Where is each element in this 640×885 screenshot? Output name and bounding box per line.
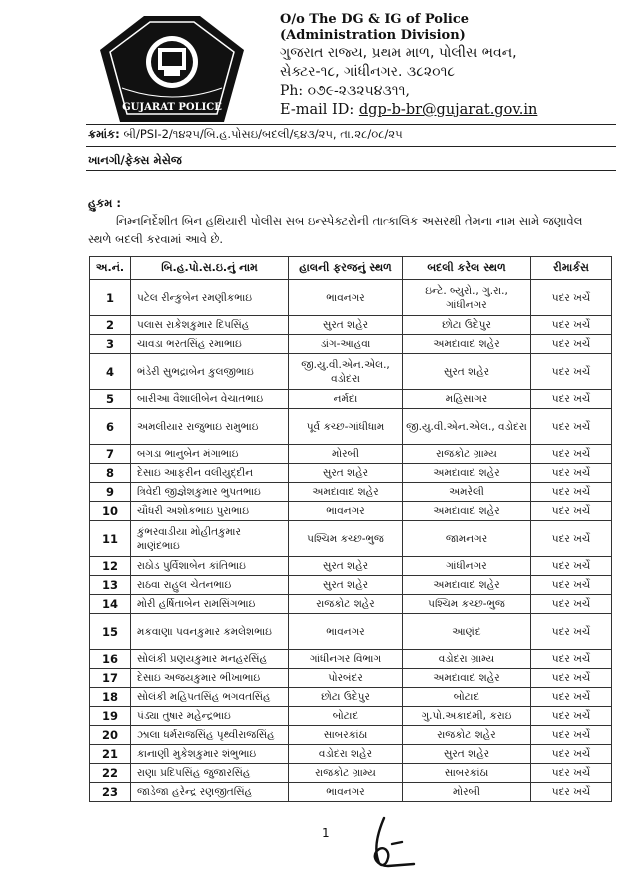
row-officer-name: પટેલ રીન્કુબેન રમણીકભાઇ [131,280,289,316]
row-remarks: પદર ખર્ચે [531,390,612,409]
row-transfer-post: ગુ.પો.અકાદમી, કરાઇ [403,707,531,726]
row-remarks: પદર ખર્ચે [531,783,612,802]
table-row [90,354,612,390]
row-transfer-post: મહિસાગર [403,390,531,409]
row-remarks: પદર ખર્ચે [531,576,612,595]
row-transfer-post: સાબરકાંઠા [403,764,531,783]
table-row [90,669,612,688]
row-transfer-post: સુરત શહેર [403,354,531,390]
row-transfer-post: ગાંધીનગર [403,557,531,576]
row-officer-name: પલાસ રાકેશકુમાર દિપસિંહ [131,316,289,335]
row-officer-name: દેસાઇ અજયકુમાર ભીખાભાઇ [131,669,289,688]
row-current-post: ભાવનગર [289,280,403,316]
row-remarks: પદર ખર્ચે [531,688,612,707]
row-remarks: પદર ખર્ચે [531,764,612,783]
row-serial: 1 [90,280,131,316]
row-officer-name: ઝાલા ધર્મરાજસિંહ પૃથ્વીરાજસિંહ [131,726,289,745]
row-remarks: પદર ખર્ચે [531,316,612,335]
row-officer-name: બગડા ભાનુબેન મંગાભાઇ [131,445,289,464]
phone-label: Ph: [280,83,304,99]
row-transfer-post: જી.યુ.વી.એન.એલ., વડોદરા [403,409,531,445]
table-row [90,316,612,335]
table-row [90,409,612,445]
table-row [90,445,612,464]
row-serial: 14 [90,595,131,614]
row-serial: 4 [90,354,131,390]
row-current-post: ભાવનગર [289,502,403,521]
row-remarks: પદર ખર્ચે [531,745,612,764]
row-current-post: ભાવનગર [289,614,403,650]
table-row [90,464,612,483]
row-remarks: પદર ખર્ચે [531,409,612,445]
row-remarks: પદર ખર્ચે [531,335,612,354]
row-officer-name: મકવાણા પવનકુમાર કમલેશભાઇ [131,614,289,650]
row-remarks: પદર ખર્ચે [531,614,612,650]
row-officer-name: સોલંકી મહિપતસિંહ ભગવતસિંહ [131,688,289,707]
row-serial: 10 [90,502,131,521]
row-remarks: પદર ખર્ચે [531,483,612,502]
row-remarks: પદર ખર્ચે [531,464,612,483]
row-current-post: રાજકોટ ગ્રામ્ય [289,764,403,783]
address-line-2: સેક્ટર-૧૮, ગાંધીનગર. ૩૮૨૦૧૮ [280,64,456,80]
row-officer-name: રાઠોડ પુર્વિશાબેન કાંતિભાઇ [131,557,289,576]
table-header-row [90,257,612,280]
reference-label: ક્રમાંક: [88,127,120,141]
row-current-post: નર્મદા [289,390,403,409]
row-serial: 16 [90,650,131,669]
row-current-post: પશ્ચિમ કચ્છ-ભુજ [289,521,403,557]
row-serial: 23 [90,783,131,802]
table-row [90,783,612,802]
row-officer-name: રાણા પ્રદિપસિંહ જુજારસિંહ [131,764,289,783]
col-header-serial: અ.નં. [90,257,131,280]
row-remarks: પદર ખર્ચે [531,445,612,464]
table-row [90,521,612,557]
row-serial: 22 [90,764,131,783]
row-current-post: બોટાદ [289,707,403,726]
reference-line [88,127,403,142]
row-current-post: ડાંગ-આહવા [289,335,403,354]
row-transfer-post: અમદાવાદ શહેર [403,669,531,688]
reference-number: બી/PSI-2/૧૪૨૫/બિ.હ.પોસઇ/બદલી/૬૪૩/૨૫, [123,127,337,141]
col-header-current-post: હાલની ફરજનું સ્થળ [289,257,403,280]
row-officer-name: ત્રિવેદી જીજ્ઞેશકુમાર ભુપતભાઇ [131,483,289,502]
order-heading: હુકમ : [88,196,122,210]
table-row [90,614,612,650]
table-row [90,650,612,669]
table-row [90,707,612,726]
row-serial: 20 [90,726,131,745]
email-label: E-mail ID: [280,102,355,118]
row-serial: 2 [90,316,131,335]
order-text: નિમ્નનિર્દેશીત બિન હથિયારી પોલીસ સબ ઇન્સ્પેક્ટરોની તાત્કાલિક અસરથી તેમના નામ સામે જણાવેલ સ્થળે બદલી કરવામાં આવે છે. [88,214,583,246]
col-header-name: બિ.હ.પો.સ.ઇ.નું નામ [131,257,289,280]
row-current-post: છોટા ઉદેપુર [289,688,403,707]
gujarat-police-logo-icon [92,10,252,128]
row-transfer-post: સુરત શહેર [403,745,531,764]
row-serial: 6 [90,409,131,445]
row-officer-name: બારીઆ વૈશાલીબેન વેચાતભાઇ [131,390,289,409]
email-line [280,101,630,120]
table-row [90,595,612,614]
subject-line: ખાનગી/ફેક્સ મેસેજ [88,153,182,167]
table-row [90,576,612,595]
row-remarks: પદર ખર્ચે [531,521,612,557]
table-row [90,726,612,745]
row-transfer-post: વડોદરા ગ્રામ્ય [403,650,531,669]
row-transfer-post: અમદાવાદ શહેર [403,576,531,595]
row-serial: 3 [90,335,131,354]
row-officer-name: ચૌધરી અશોકભાઇ પુરાભાઇ [131,502,289,521]
phone-number: ૦૭૯-૨૩૨૫૪૩૧૧, [307,83,410,99]
row-remarks: પદર ખર્ચે [531,669,612,688]
row-transfer-post: આણંદ [403,614,531,650]
office-line-1: O/o The DG & IG of Police [280,12,470,27]
row-serial: 21 [90,745,131,764]
row-current-post: મોરબી [289,445,403,464]
row-transfer-post: અમદાવાદ શહેર [403,464,531,483]
row-transfer-post: અમદાવાદ શહેર [403,502,531,521]
phone-line [280,82,630,101]
row-officer-name: ચાવડા ભરતસિંહ રમાભાઇ [131,335,289,354]
row-current-post: સુરત શહેર [289,464,403,483]
row-transfer-post: મોરબી [403,783,531,802]
row-officer-name: સોલંકી પ્રણયકુમાર મનહરસિંહ [131,650,289,669]
row-current-post: વડોદરા શહેર [289,745,403,764]
row-officer-name: ભંડેરી સુભદ્રાબેન કુલજીભાઇ [131,354,289,390]
logo-text: GUJARAT POLICE [122,102,222,113]
row-transfer-post: અમદાવાદ શહેર [403,335,531,354]
row-serial: 13 [90,576,131,595]
row-transfer-post: છોટા ઉદેપુર [403,316,531,335]
row-remarks: પદર ખર્ચે [531,354,612,390]
page-number: 1 [322,826,330,840]
row-serial: 18 [90,688,131,707]
row-serial: 12 [90,557,131,576]
row-serial: 5 [90,390,131,409]
row-remarks: પદર ખર્ચે [531,707,612,726]
reference-date: ૨૮/૦૮/૨૫ [354,127,403,141]
row-current-post: ભાવનગર [289,783,403,802]
signature-icon [362,814,422,876]
row-transfer-post: બોટાદ [403,688,531,707]
row-serial: 17 [90,669,131,688]
row-transfer-post: ઇન્ટે. બ્યુરો., ગુ.રા., ગાંધીનગર [403,280,531,316]
table-row [90,502,612,521]
row-current-post: અમદાવાદ શહેર [289,483,403,502]
row-transfer-post: રાજકોટ ગ્રામ્ય [403,445,531,464]
row-officer-name: કાનાણી મુકેશકુમાર શંભુભાઇ [131,745,289,764]
row-serial: 19 [90,707,131,726]
row-current-post: ગાંધીનગર વિભાગ [289,650,403,669]
col-header-transfer-post: બદલી કરેલ સ્થળ [403,257,531,280]
row-officer-name: મોરી હર્ષિતાબેન રામસિંગભાઇ [131,595,289,614]
row-serial: 11 [90,521,131,557]
table-row [90,280,612,316]
row-serial: 7 [90,445,131,464]
row-serial: 9 [90,483,131,502]
date-label: તા. [340,127,355,141]
row-officer-name: કુંભરવાડીયા મોહીતકુમાર માણંદભાઇ [131,521,289,557]
row-current-post: સાબરકાંઠા [289,726,403,745]
row-remarks: પદર ખર્ચે [531,502,612,521]
table-row [90,390,612,409]
table-row [90,483,612,502]
row-transfer-post: અમરેલી [403,483,531,502]
row-current-post: જી.યુ.વી.એન.એલ., વડોદરા [289,354,403,390]
row-officer-name: જાડેજા હરેન્દ્ર રણજીતસિંહ [131,783,289,802]
row-officer-name: અમલીયાર રાજુભાઇ રામુભાઇ [131,409,289,445]
row-current-post: પૂર્વ કચ્છ-ગાંધીધામ [289,409,403,445]
row-remarks: પદર ખર્ચે [531,726,612,745]
table-row [90,335,612,354]
col-header-remarks: રીમાર્કસ [531,257,612,280]
reference-divider [86,146,616,147]
row-serial: 15 [90,614,131,650]
transfer-table [89,256,612,802]
table-row [90,688,612,707]
table-row [90,557,612,576]
row-officer-name: રાઠવા રાહુલ ચેતનભાઇ [131,576,289,595]
row-remarks: પદર ખર્ચે [531,280,612,316]
table-row [90,764,612,783]
row-transfer-post: જામનગર [403,521,531,557]
row-current-post: સુરત શહેર [289,557,403,576]
row-remarks: પદર ખર્ચે [531,557,612,576]
subject-divider [86,170,616,171]
row-current-post: સુરત શહેર [289,316,403,335]
row-remarks: પદર ખર્ચે [531,650,612,669]
office-line-2: (Administration Division) [280,28,466,43]
row-transfer-post: પશ્ચિમ કચ્છ-ભુજ [403,595,531,614]
header-divider [86,124,616,125]
row-officer-name: દેસાઇ આફરીન વલીયુદ્દીન [131,464,289,483]
row-current-post: રાજકોટ શહેર [289,595,403,614]
row-transfer-post: રાજકોટ શહેર [403,726,531,745]
row-remarks: પદર ખર્ચે [531,595,612,614]
address-line-1: ગુજરાત રાજ્ય, પ્રથમ માળ, પોલીસ ભવન, [280,45,517,61]
row-current-post: પોરબંદર [289,669,403,688]
email-link[interactable]: dgp-b-br@gujarat.gov.in [358,102,538,118]
letterhead [280,12,630,120]
row-current-post: સુરત શહેર [289,576,403,595]
table-row [90,745,612,764]
row-serial: 8 [90,464,131,483]
row-officer-name: પંડ્યા તુષાર મહેન્દ્રભાઇ [131,707,289,726]
